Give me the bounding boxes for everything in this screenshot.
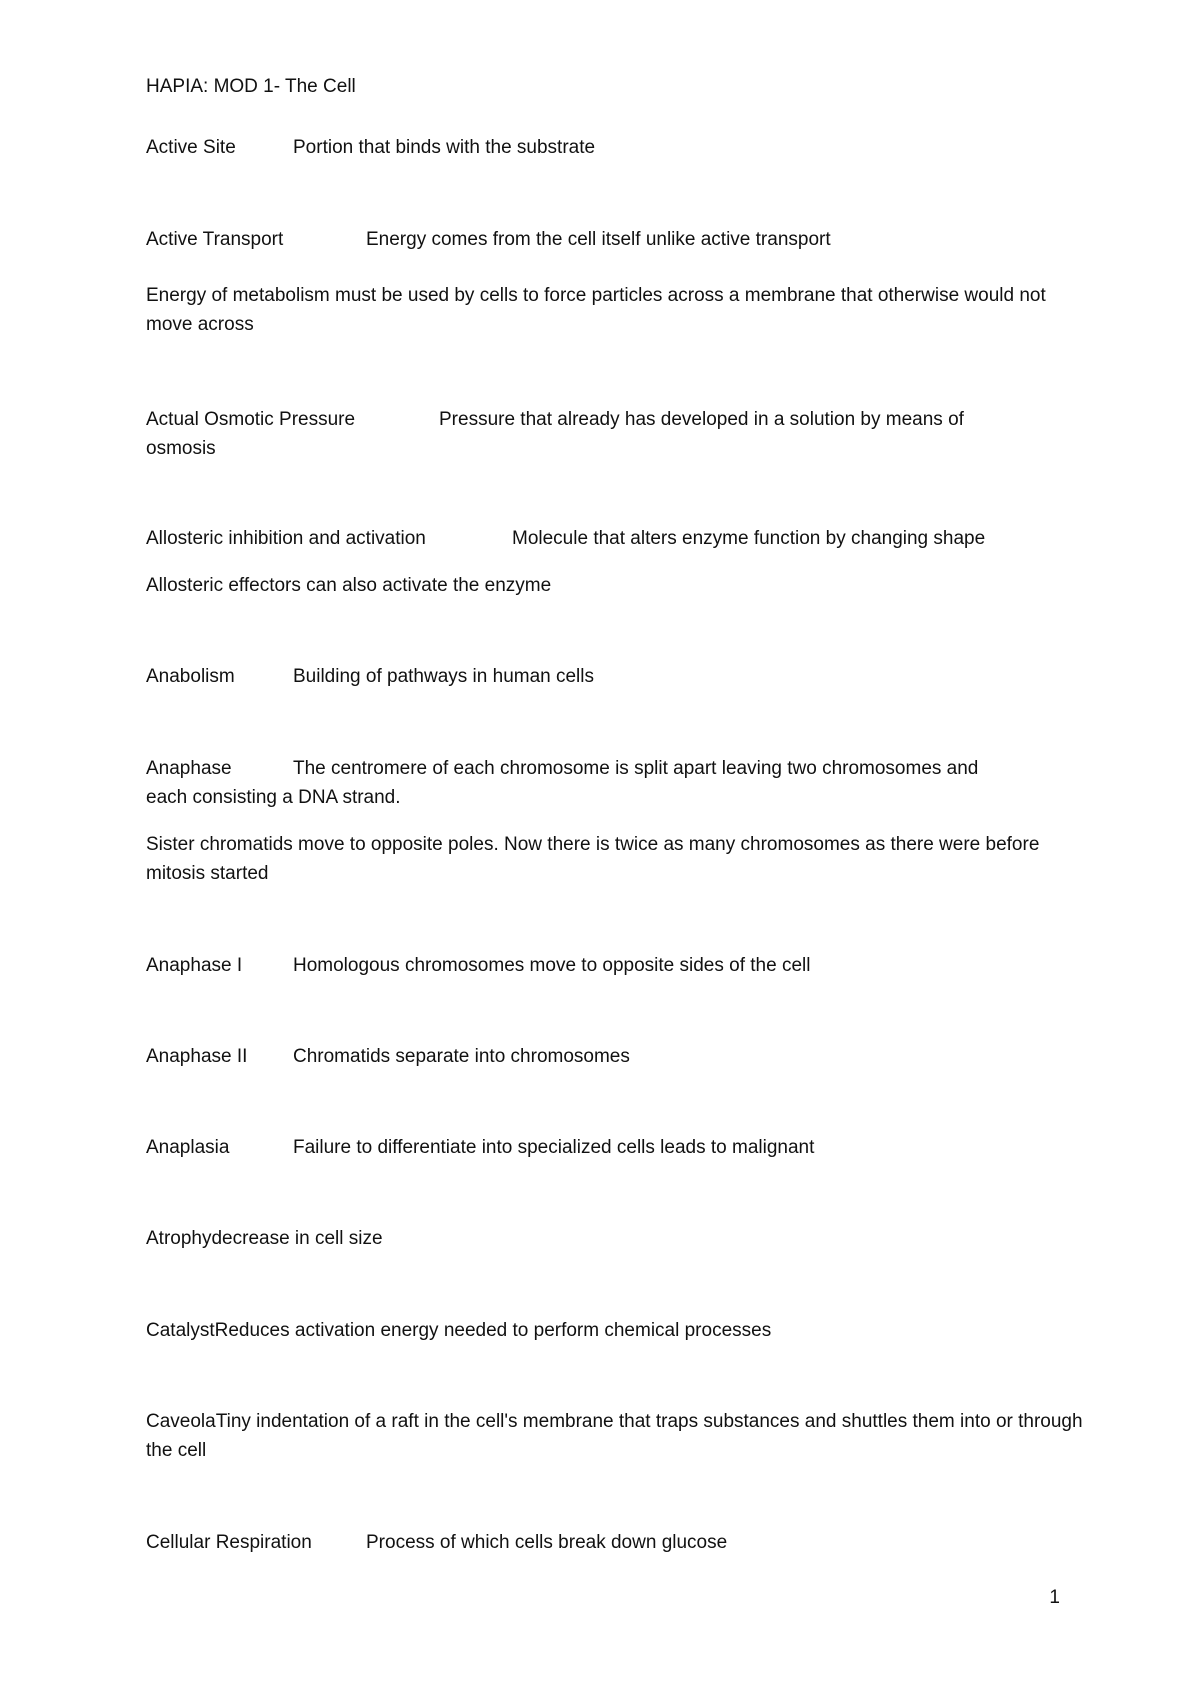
term: Cellular Respiration xyxy=(146,1532,312,1553)
term: Anaphase II xyxy=(146,1046,248,1067)
definition-continuation: each consisting a DNA strand. xyxy=(146,787,401,808)
term: Active Transport xyxy=(146,229,284,250)
definition: Failure to differentiate into specialized cells leads to malignant xyxy=(293,1137,815,1158)
entry-catalyst: CatalystReduces activation energy needed to perform chemical processes xyxy=(146,1320,772,1341)
definition-continuation: osmosis xyxy=(146,438,216,459)
term: Anaplasia xyxy=(146,1137,230,1158)
entry-note: Allosteric effectors can also activate the enzyme xyxy=(146,575,552,596)
definition: Homologous chromosomes move to opposite sides of the cell xyxy=(293,955,811,976)
definition: The centromere of each chromosome is split apart leaving two chromosomes and xyxy=(293,758,979,779)
definition: Portion that binds with the substrate xyxy=(293,137,596,158)
definition: Pressure that already has developed in a solution by means of xyxy=(439,409,964,430)
page-number: 1 xyxy=(1049,1587,1060,1608)
term: Anaphase xyxy=(146,758,232,779)
entry-note: Energy of metabolism must be used by cells to force particles across a membrane that otherwise would not move across xyxy=(146,285,1046,335)
term: Anaphase I xyxy=(146,955,243,976)
definition: Energy comes from the cell itself unlike active transport xyxy=(366,229,831,250)
definition: Process of which cells break down glucose xyxy=(366,1532,728,1553)
document-header: HAPIA: MOD 1- The Cell xyxy=(146,76,356,97)
term: Allosteric inhibition and activation xyxy=(146,528,426,549)
definition: Molecule that alters enzyme function by changing shape xyxy=(512,528,986,549)
definition: Chromatids separate into chromosomes xyxy=(293,1046,630,1067)
entry-atrophy: Atrophydecrease in cell size xyxy=(146,1228,383,1249)
entry-caveola: CaveolaTiny indentation of a raft in the cell's membrane that traps substances and shuttles them into or through the cell xyxy=(146,1411,1083,1461)
term: Anabolism xyxy=(146,666,235,687)
term: Active Site xyxy=(146,137,236,158)
term: Actual Osmotic Pressure xyxy=(146,409,356,430)
entry-note: Sister chromatids move to opposite poles. Now there is twice as many chromosomes as there were before mitosis started xyxy=(146,834,1040,884)
definition: Building of pathways in human cells xyxy=(293,666,595,687)
